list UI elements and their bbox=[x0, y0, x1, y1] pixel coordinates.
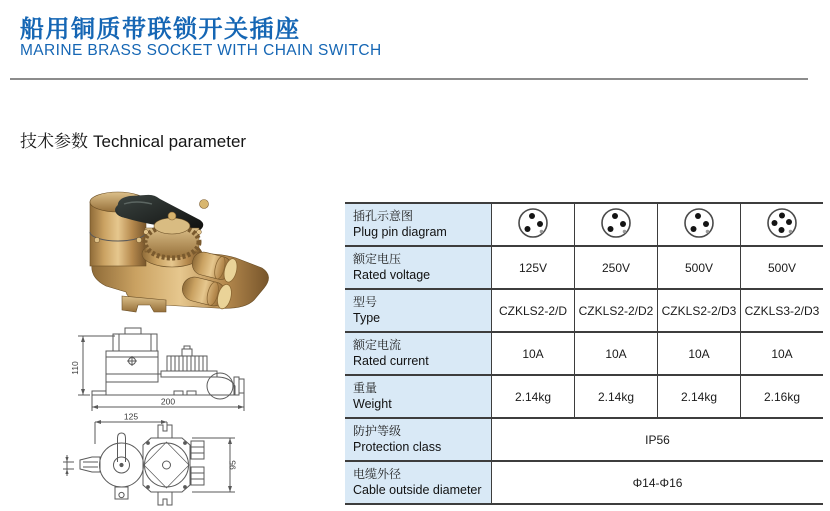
value-cell: 2.14kg bbox=[658, 375, 741, 418]
row-label-zh: 额定电压 bbox=[353, 251, 402, 266]
row-label bbox=[345, 246, 492, 289]
value-cell: CZKLS3-2/D3 bbox=[741, 289, 824, 332]
side-view-drawing bbox=[70, 324, 265, 416]
row-label bbox=[345, 418, 492, 461]
row-label-zh: 额定电流 bbox=[353, 337, 402, 352]
value-cell: 10A bbox=[575, 332, 658, 375]
page-title: 船用铜质带联锁开关插座 bbox=[20, 16, 301, 43]
row-label-zh: 插孔示意图 bbox=[353, 208, 414, 223]
row-label-en: Plug pin diagram bbox=[353, 225, 447, 240]
plug-pin-cell bbox=[658, 203, 741, 246]
page-subtitle: MARINE BRASS SOCKET WITH CHAIN SWITCH bbox=[20, 42, 382, 59]
table-row bbox=[345, 332, 823, 375]
value-cell: CZKLS2-2/D2 bbox=[575, 289, 658, 332]
row-label-en: Rated current bbox=[353, 354, 429, 369]
spec-table bbox=[345, 202, 823, 505]
row-label bbox=[345, 289, 492, 332]
value-cell: 10A bbox=[492, 332, 575, 375]
section-heading-en: Technical parameter bbox=[93, 132, 247, 151]
value-cell: 250V bbox=[575, 246, 658, 289]
top-view-drawing bbox=[58, 412, 276, 510]
value-cell: CZKLS2-2/D bbox=[492, 289, 575, 332]
row-label bbox=[345, 332, 492, 375]
value-cell: 125V bbox=[492, 246, 575, 289]
table-row bbox=[345, 418, 823, 461]
table-row bbox=[345, 375, 823, 418]
row-label-en: Protection class bbox=[353, 440, 442, 455]
side-height-dim-label: 110 bbox=[70, 361, 80, 375]
table-row bbox=[345, 289, 823, 332]
value-cell: 500V bbox=[658, 246, 741, 289]
row-label-en: Weight bbox=[353, 397, 392, 412]
row-label bbox=[345, 375, 492, 418]
socket-body-illustration bbox=[90, 192, 269, 312]
plug-pin-cell bbox=[741, 203, 824, 246]
value-cell: 2.14kg bbox=[492, 375, 575, 418]
plug-pin-cell bbox=[575, 203, 658, 246]
plug-pin-diagram-icon bbox=[516, 206, 550, 240]
value-cell: 10A bbox=[741, 332, 824, 375]
plug-pin-diagram-icon bbox=[599, 206, 633, 240]
row-label-en: Cable outside diameter bbox=[353, 483, 482, 498]
top-height-dim-label: 95 bbox=[227, 460, 238, 470]
plug-pin-diagram-icon bbox=[682, 206, 716, 240]
side-width-dim-label: 200 bbox=[160, 396, 176, 407]
table-row bbox=[345, 246, 823, 289]
row-label-zh: 重量 bbox=[353, 380, 378, 395]
value-cell: 10A bbox=[658, 332, 741, 375]
top-width-dim-label: 125 bbox=[123, 412, 139, 422]
merged-value-cell: Φ14-Φ16 bbox=[492, 461, 824, 504]
plug-pin-diagram-icon bbox=[765, 206, 799, 240]
value-cell: 500V bbox=[741, 246, 824, 289]
header-divider bbox=[10, 78, 808, 80]
row-label bbox=[345, 461, 492, 504]
row-label bbox=[345, 203, 492, 246]
section-heading bbox=[20, 127, 246, 152]
row-label-zh: 型号 bbox=[353, 294, 378, 309]
product-photo bbox=[66, 180, 338, 324]
value-cell: CZKLS2-2/D3 bbox=[658, 289, 741, 332]
table-row bbox=[345, 461, 823, 504]
row-label-en: Type bbox=[353, 311, 381, 326]
row-label-en: Rated voltage bbox=[353, 268, 431, 283]
row-label-zh: 电缆外径 bbox=[353, 466, 402, 481]
table-row bbox=[345, 203, 823, 246]
section-heading-zh: 技术参数 bbox=[20, 132, 88, 151]
merged-value-cell: IP56 bbox=[492, 418, 824, 461]
plug-pin-cell bbox=[492, 203, 575, 246]
value-cell: 2.16kg bbox=[741, 375, 824, 418]
value-cell: 2.14kg bbox=[575, 375, 658, 418]
row-label-zh: 防护等级 bbox=[353, 423, 402, 438]
